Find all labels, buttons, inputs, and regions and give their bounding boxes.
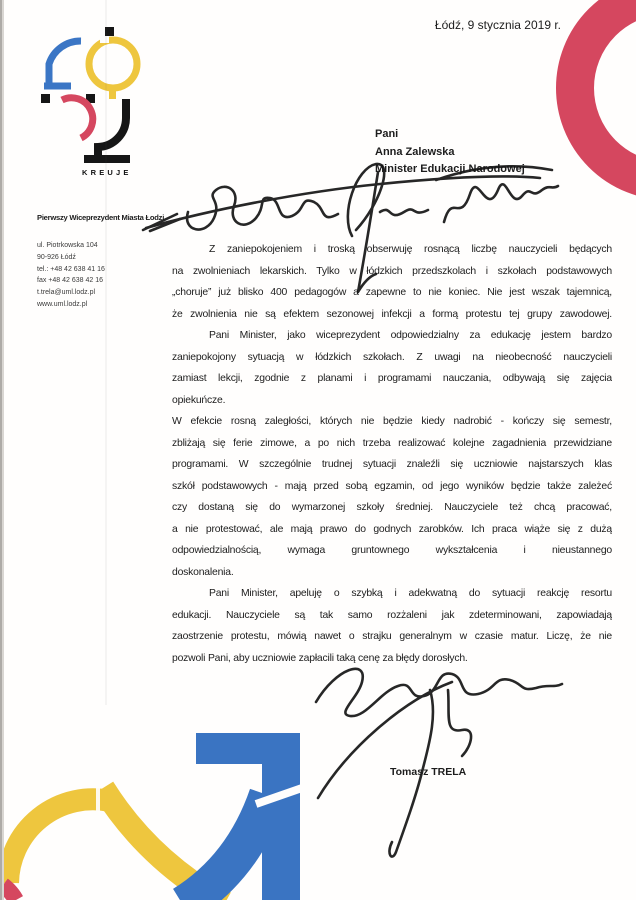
bottom-brand-artwork bbox=[0, 700, 320, 900]
body-line: programami. W szczególnie trudnej sytuacji znaleźli się uczniowie najstarszych klas bbox=[172, 459, 612, 470]
recipient-line: Anna Zalewska bbox=[375, 145, 455, 158]
handwritten-signature bbox=[316, 669, 562, 857]
sender-address-line: 90-926 Łódź bbox=[37, 253, 76, 261]
body-paragraph bbox=[172, 325, 612, 411]
paper-fold-line bbox=[105, 0, 107, 705]
sender-address-block bbox=[37, 240, 105, 311]
signature-name: Tomasz TRELA bbox=[390, 766, 467, 778]
sender-address-line: t.trela@uml.lodz.pl bbox=[37, 289, 96, 297]
lodz-kreuje-logo bbox=[30, 25, 150, 185]
body-line: a nie protestować, ale mają prawo do godnych zarobków. Ich praca wiąże się z dużą bbox=[172, 523, 612, 535]
body-paragraph bbox=[172, 411, 612, 583]
recipient-block bbox=[375, 126, 525, 179]
body-line: Pani Minister, jako wiceprezydent odpowiedzialny za edukację jestem bardzo bbox=[209, 330, 612, 341]
body-line: „choruje” już blisko 400 pedagogów a zapewne to nie koniec. Nie jest wszak tajemnicą, bbox=[172, 287, 612, 298]
body-line: zaostrzenie protestu, mówią nawet o strajku generalnym w czasie matur. Liczę, że nie bbox=[172, 631, 612, 642]
sender-address-line: www.uml.lodz.pl bbox=[37, 300, 88, 308]
body-line: Z zaniepokojeniem i troską obserwuję rosnącą liczbę nauczycieli będących bbox=[209, 244, 612, 255]
blue-stem bbox=[262, 733, 300, 900]
logo-caption: KREUJE bbox=[82, 168, 132, 177]
body-paragraph bbox=[172, 239, 612, 325]
body-line: czy dostaną się do wymarzonej szkoły średniej. Nauczyciele też chcą pracować, bbox=[172, 502, 612, 513]
fold-line-gap bbox=[96, 700, 100, 900]
logo-letter-o bbox=[89, 27, 137, 99]
logo-letter-d bbox=[62, 98, 93, 138]
blue-large-arc bbox=[183, 795, 268, 900]
body-line: edukacji. Nauczyciele są tak samo rozżaleni jak zdeterminowani, zapowiadają bbox=[172, 609, 612, 621]
body-line: szkół podstawowych - mają przed sobą egzamin, od jego wyników będzie także zależeć bbox=[172, 480, 612, 492]
sender-address-line: ul. Piotrkowska 104 bbox=[37, 242, 98, 249]
logo-square-dot bbox=[41, 94, 50, 103]
recipient-line: Minister Edukacji Narodowej bbox=[375, 163, 525, 175]
body-line: że zwolnienia nie są efektem sezonowej infekcji a formą protestu tej grupy zawodowej. bbox=[172, 308, 612, 320]
body-line: zamiast lekcji, zgodnie z planami i programami nauczania, odbywają się zajęcia bbox=[172, 373, 612, 384]
sender-address-line: tel.: +48 42 638 41 16 bbox=[37, 265, 105, 273]
body-line: W efekcie rosną zaległości, których nie będzie kiedy nadrobić - kończy się semestr, bbox=[172, 416, 612, 427]
date-line: Łódź, 9 stycznia 2019 r. bbox=[434, 18, 561, 32]
sender-title: Pierwszy Wiceprezydent Miasta Łodzi bbox=[37, 213, 165, 222]
body-line: na zwolnieniach lekarskich. Tylko w łódzkich przedszkolach i szkołach podstawowych bbox=[172, 265, 612, 277]
logo-letter-l bbox=[44, 41, 81, 86]
body-line: odpowiedzialnością, wymaga gruntownego wykształcenia i nieustannego bbox=[172, 545, 612, 556]
recipient-line: Pani bbox=[375, 128, 399, 140]
body-line: Pani Minister, apeluję o szybką i adekwatną do sytuacji reakcję resortu bbox=[209, 588, 612, 599]
scanner-edge-artifact bbox=[0, 0, 7, 900]
body-line: zaniepokojony sytuacją w łódzkich szkołach. Z uwagi na nieobecność nauczycieli bbox=[172, 351, 612, 363]
body-line: doskonalenia. bbox=[172, 566, 234, 578]
body-paragraph bbox=[172, 583, 612, 669]
body-line: opiekuńcze. bbox=[172, 394, 226, 406]
yellow-ring-arc bbox=[8, 799, 110, 883]
letter-body bbox=[172, 239, 612, 669]
body-line: pozwoli Pani, aby uczniowie zapłacili taką cenę za błędy dorosłych. bbox=[172, 652, 468, 664]
red-ring-graphic bbox=[556, 0, 636, 200]
body-line: zbliżają się ferie zimowe, a po nich trzeba realizować kolejne zagadnienia przewidziane bbox=[172, 437, 612, 449]
sender-address-line: fax +48 42 638 42 16 bbox=[37, 277, 103, 285]
